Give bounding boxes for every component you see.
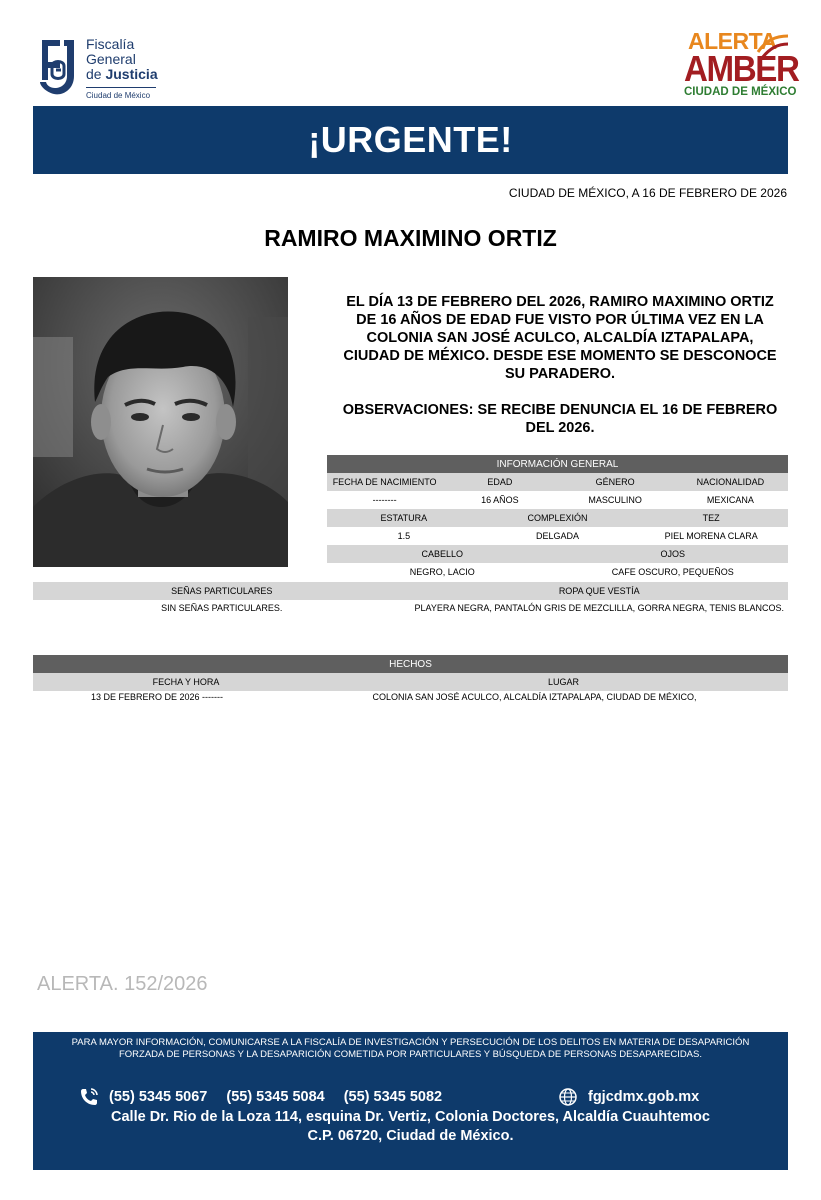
amber-line-3: CIUDAD DE MÉXICO bbox=[684, 86, 797, 98]
dateline: CIUDAD DE MÉXICO, A 16 DE FEBRERO DE 2026 bbox=[508, 186, 787, 200]
header-eyes: OJOS bbox=[660, 549, 685, 559]
value-nationality: MEXICANA bbox=[706, 495, 754, 505]
value-date-time: 13 DE FEBRERO DE 2026 ------- bbox=[90, 692, 224, 702]
globe-icon bbox=[558, 1087, 578, 1107]
fgj-divider bbox=[86, 87, 156, 88]
fgj-logo bbox=[34, 36, 164, 102]
fgj-line-3 bbox=[86, 67, 158, 82]
info-row2-values bbox=[327, 527, 788, 545]
header-hair: CABELLO bbox=[421, 549, 464, 559]
value-marks: SIN SEÑAS PARTICULARES. bbox=[161, 603, 283, 613]
value-gender: MASCULINO bbox=[588, 495, 642, 505]
case-description: EL DÍA 13 DE FEBRERO DEL 2026, RAMIRO MAXIMINO ORTIZ DE 16 AÑOS DE EDAD FUE VISTO POR ÚLTIMA VEZ EN LA COLONIA SAN JOSÉ ACULCO, ALCALDÍA IZTAPALAPA, CIUDAD DE MÉXICO. DESDE ESE MOMENTO SE DESCONOCE SU PARADERO. bbox=[343, 294, 777, 382]
header-build: COMPLEXIÓN bbox=[527, 513, 588, 523]
footer-info bbox=[33, 1037, 788, 1061]
value-clothing: PLAYERA NEGRA, PANTALÓN GRIS DE MEZCLILLA, GORRA NEGRA, TENIS BLANCOS. bbox=[414, 603, 784, 613]
website-link[interactable]: fgjcdmx.gob.mx bbox=[588, 1089, 700, 1105]
header-complexion: TEZ bbox=[702, 513, 720, 523]
phone-icon bbox=[79, 1087, 99, 1107]
footer-phones bbox=[79, 1087, 461, 1107]
footer-website bbox=[558, 1087, 699, 1107]
phone-1[interactable]: (55) 5345 5067 bbox=[109, 1089, 208, 1105]
hechos-values bbox=[33, 689, 788, 705]
hechos-title: HECHOS bbox=[33, 655, 788, 673]
urgent-banner: ¡URGENTE! bbox=[33, 106, 788, 174]
header-clothing: ROPA QUE VESTÍA bbox=[558, 586, 640, 596]
person-name: RAMIRO MAXIMINO ORTIZ bbox=[264, 225, 557, 251]
person-photo bbox=[33, 277, 288, 567]
address-line-1: Calle Dr. Rio de la Loza 114, esquina Dr. Vertiz, Colonia Doctores, Alcaldía Cuauhtemoc bbox=[111, 1109, 710, 1125]
fgj-line-4: Ciudad de México bbox=[86, 91, 151, 100]
header-height: ESTATURA bbox=[380, 513, 428, 523]
header-nationality: NACIONALIDAD bbox=[696, 477, 765, 487]
fgj-line-3-prefix: de bbox=[86, 66, 106, 82]
header-age: EDAD bbox=[487, 477, 513, 487]
value-place: COLONIA SAN JOSÉ ACULCO, ALCALDÍA IZTAPALAPA, CIUDAD DE MÉXICO, bbox=[372, 692, 697, 702]
info-row3-values bbox=[327, 563, 788, 581]
info-row4-header bbox=[33, 582, 788, 600]
fgj-emblem-icon bbox=[34, 36, 78, 98]
value-birthdate: -------- bbox=[372, 495, 397, 505]
alert-id: ALERTA. 152/2026 bbox=[37, 973, 208, 995]
fgj-line-1: Fiscalía bbox=[86, 36, 135, 52]
value-build: DELGADA bbox=[536, 531, 580, 541]
value-age: 16 AÑOS bbox=[481, 495, 519, 505]
header-birthdate: FECHA DE NACIMIENTO bbox=[332, 477, 437, 487]
fgj-line-3-bold: Justicia bbox=[105, 66, 158, 82]
amber-line-1: ALERTA bbox=[688, 28, 777, 54]
amber-alert-logo bbox=[682, 28, 799, 100]
value-complexion: PIEL MORENA CLARA bbox=[664, 531, 758, 541]
header-gender: GÉNERO bbox=[595, 477, 635, 487]
case-observations: OBSERVACIONES: SE RECIBE DENUNCIA EL 16 DE FEBRERO DEL 2026. bbox=[342, 402, 778, 436]
info-row4-values bbox=[33, 600, 788, 616]
info-general-title: INFORMACIÓN GENERAL bbox=[327, 455, 788, 473]
footer-info-line-1: PARA MAYOR INFORMACIÓN, COMUNICARSE A LA FISCALÍA DE INVESTIGACIÓN Y PERSECUCIÓN DE LOS DELITOS EN MATERIA DE DESAPARICIÓN bbox=[71, 1037, 750, 1048]
value-hair: NEGRO, LACIO bbox=[409, 567, 475, 577]
header-place: LUGAR bbox=[547, 677, 579, 687]
info-row2-header bbox=[327, 509, 788, 527]
value-eyes: CAFE OSCURO, PEQUEÑOS bbox=[611, 567, 734, 577]
footer bbox=[33, 1032, 788, 1170]
phone-3[interactable]: (55) 5345 5082 bbox=[343, 1089, 443, 1105]
info-row1-values bbox=[327, 491, 788, 509]
phone-2[interactable]: (55) 5345 5084 bbox=[226, 1089, 325, 1105]
header-marks: SEÑAS PARTICULARES bbox=[171, 586, 273, 596]
info-row1-header bbox=[327, 473, 788, 491]
info-row3-header bbox=[327, 545, 788, 563]
person-photo-image bbox=[33, 277, 288, 567]
footer-address bbox=[33, 1108, 788, 1146]
address-line-2: C.P. 06720, Ciudad de México. bbox=[307, 1128, 514, 1144]
amber-line-2: AMBER bbox=[684, 48, 799, 89]
fgj-line-2: General bbox=[86, 51, 136, 67]
header-date-time: FECHA Y HORA bbox=[152, 677, 220, 687]
footer-info-line-2: FORZADA DE PERSONAS Y LA DESAPARICIÓN COMETIDA POR PARTICULARES Y BÚSQUEDA DE PERSONAS DESAPARECIDAS. bbox=[118, 1049, 702, 1060]
value-height: 1.5 bbox=[397, 531, 411, 541]
